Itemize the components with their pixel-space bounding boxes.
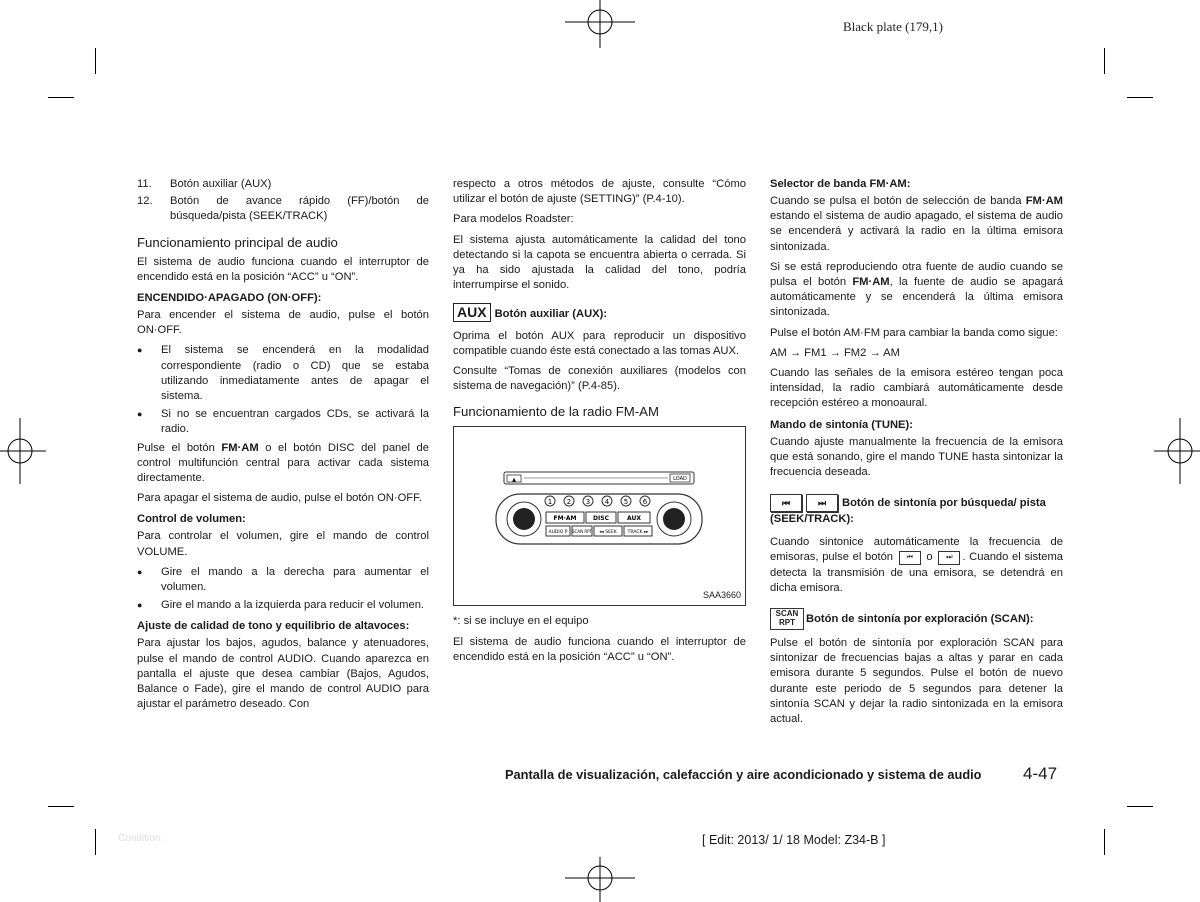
crop-mark: [1104, 829, 1105, 855]
aux-heading-row: [453, 303, 746, 322]
paragraph: Para ajustar los bajos, agudos, balance y atenuadores, pulse el mando de control AUDIO. Cuando aparezca en pantalla el ajuste que desea cambiar (Bajos, Agudos, Balance o Fade), gire el mando de control AUDIO para ajustar el parámetro deseado. Con: [137, 637, 429, 711]
paragraph: Oprima el botón AUX para reproducir un dispositivo compatible cuando éste está conectado a las tomas AUX.: [453, 329, 746, 357]
bullet-icon: ●: [137, 600, 143, 611]
subheading: Botón de sintonía por exploración (SCAN):: [806, 613, 1034, 626]
radio-panel-illustration: [454, 427, 745, 605]
bullet-item: ● Si no se encuentran cargados CDs, se activará la radio.: [137, 407, 429, 437]
crop-mark: [1104, 48, 1105, 74]
disc-label: DISC: [593, 515, 609, 523]
preset-4: 4: [604, 498, 610, 507]
plate-label: Black plate (179,1): [843, 19, 943, 34]
subheading: Ajuste de calidad de tono y equilibrio de altavoces:: [137, 620, 410, 633]
list-item: 12. Botón de avance rápido (FF)/botón de búsqueda/pista (SEEK/TRACK): [137, 195, 429, 223]
paragraph: Pulse el botón AM·FM para cambiar la banda como sigue:: [770, 326, 1058, 339]
column-3: [770, 177, 1063, 732]
paragraph: Cuando ajuste manualmente la frecuencia de la emisora que está sonando, gire el mando TUNE hasta sintonizar la frecuencia deseada.: [770, 435, 1063, 479]
paragraph: Para apagar el sistema de audio, pulse el botón ON·OFF.: [137, 492, 422, 505]
figure-code: SAA3660: [702, 590, 741, 601]
preset-6: 6: [642, 498, 648, 507]
radio-panel-figure: [453, 426, 746, 606]
scan-label: SCAN RPT: [572, 529, 592, 535]
preset-buttons: [545, 496, 650, 506]
registration-mark-top: [565, 0, 635, 50]
seek-back-icon: ⏮: [899, 551, 921, 565]
bullet-icon: ●: [137, 409, 143, 420]
paragraph: Pulse el botón de sintonía por exploración SCAN para sintonizar de frecuencias bajas a altas y parar en cada emisora durante 5 segundos. Pulse el botón de nuevo durante este periodo de 5 segundos para detener la sintonía SCAN y dejar la radio sintonizada en la emisora actual.: [770, 637, 1063, 726]
track-label: TRACK ▸▸: [627, 530, 649, 536]
subheading: Mando de sintonía (TUNE):: [770, 418, 913, 431]
crop-mark: [95, 829, 96, 855]
scan-rpt-icon: SCAN RPT: [770, 608, 804, 630]
bullet-icon: ●: [137, 566, 143, 577]
subheading: Botón de sintonía por búsqueda/ pista (SEEK/TRACK):: [770, 497, 1046, 526]
bullet-item: ● El sistema se encenderá en la modalidad correspondiente (radio o CD) que se estaba utilizando inmediatamente antes de apagar el sistema.: [137, 343, 429, 404]
bullet-item: ● Gire el mando a la izquierda para reducir el volumen.: [137, 598, 429, 613]
paragraph: El sistema de audio funciona cuando el interruptor de encendido está en la posición “ACC” u “ON”.: [453, 635, 746, 663]
scan-heading-row: [770, 608, 1063, 630]
paragraph: Cuando sintonice automáticamente la frecuencia de emisoras, pulse el botón ⏮ o ⏭ . Cuando el sistema detecta la transmisión de una emisora, se detendrá en dicha emisora.: [770, 536, 1063, 594]
paragraph: Cuando las señales de la emisora estéreo tengan poca intensidad, la radio cambiará automáticamente desde recepción estéreo a monoaural.: [770, 367, 1063, 410]
paragraph: respecto a otros métodos de ajuste, consulte “Cómo utilizar el botón de ajuste (SETTING)” (P.4-10).: [453, 178, 746, 206]
preset-2: 2: [566, 498, 572, 507]
subheading: Selector de banda FM·AM:: [770, 178, 911, 190]
audio-label: AUDIO P: [548, 530, 568, 536]
bullet-item: ● Gire el mando a la derecha para aumentar el volumen.: [137, 565, 429, 595]
eject-icon: ▲: [512, 477, 516, 484]
crop-mark: [48, 806, 74, 807]
column-2: [453, 177, 746, 670]
paragraph: Pulse el botón FM·AM o el botón DISC del panel de control multifunción central para activar cada sistema directamente.: [137, 441, 429, 485]
subheading: Control de volumen:: [137, 513, 246, 526]
registration-mark-left: [0, 418, 46, 484]
crop-mark: [1127, 806, 1153, 807]
section-heading: Funcionamiento de la radio FM-AM: [453, 404, 659, 420]
load-label: LOAD: [673, 476, 687, 483]
subheading: ENCENDIDO·APAGADO (ON·OFF):: [137, 292, 322, 305]
paragraph: Para encender el sistema de audio, pulse el botón ON·OFF.: [137, 309, 429, 337]
paragraph: Si se está reproduciendo otra fuente de audio cuando se pulsa el botón FM·AM, la fuente de audio se apagará automáticamente y se encenderá la última emisora sintonizada.: [770, 260, 1063, 319]
paragraph: Cuando se pulsa el botón de selección de banda FM·AM estando el sistema de audio apagado, el sistema de audio se encenderá y activará la radio en la última emisora sintonizada.: [770, 195, 1063, 253]
registration-mark-right: [1154, 418, 1200, 484]
section-heading: Funcionamiento principal de audio: [137, 234, 338, 250]
registration-mark-bottom: [565, 855, 635, 902]
preset-1: 1: [547, 498, 553, 507]
subheading: Botón auxiliar (AUX):: [494, 308, 608, 321]
preset-5: 5: [623, 498, 629, 507]
seek-forward-icon: ⏭: [938, 551, 960, 565]
fmam-label: FM·AM: [553, 515, 577, 523]
edit-info: [ Edit: 2013/ 1/ 18 Model: Z34-B ]: [702, 833, 886, 847]
paragraph: AM → FM1 → FM2 → AM: [770, 346, 900, 359]
preset-3: 3: [585, 498, 591, 507]
seek-label: ◂◂ SEEK: [599, 530, 617, 536]
crop-mark: [48, 97, 74, 98]
bullet-icon: ●: [137, 345, 143, 356]
seek-heading-row: [770, 494, 1063, 527]
condition-label: Condition:: [118, 833, 164, 844]
crop-mark: [95, 48, 96, 74]
aux-key-icon: AUX: [453, 303, 491, 322]
page-number: 4-47: [1023, 764, 1058, 783]
seek-back-icon: ⏮: [770, 494, 802, 512]
paragraph: El sistema ajusta automáticamente la calidad del tono detectando si la capota se encuentra abierta o cerrada. Si ya ha sido ajustada la calidad del tono, podría interrumpirse el sonido.: [453, 233, 746, 292]
list-item: 11. Botón auxiliar (AUX): [137, 178, 272, 190]
column-1: [137, 177, 429, 717]
footer-title: Pantalla de visualización, calefacción y aire acondicionado y sistema de audio: [505, 767, 982, 782]
paragraph: *: si se incluye en el equipo: [453, 615, 589, 628]
paragraph: Para controlar el volumen, gire el mando de control VOLUME.: [137, 530, 429, 558]
paragraph: Consulte “Tomas de conexión auxiliares (modelos con sistema de navegación)” (P.4-85).: [453, 365, 746, 393]
paragraph: Para modelos Roadster:: [453, 213, 574, 226]
paragraph: El sistema de audio funciona cuando el interruptor de encendido está en la posición “ACC” u “ON”.: [137, 255, 429, 283]
seek-forward-icon: ⏭: [806, 494, 838, 512]
crop-mark: [1127, 97, 1153, 98]
aux-label: AUX: [627, 515, 641, 523]
